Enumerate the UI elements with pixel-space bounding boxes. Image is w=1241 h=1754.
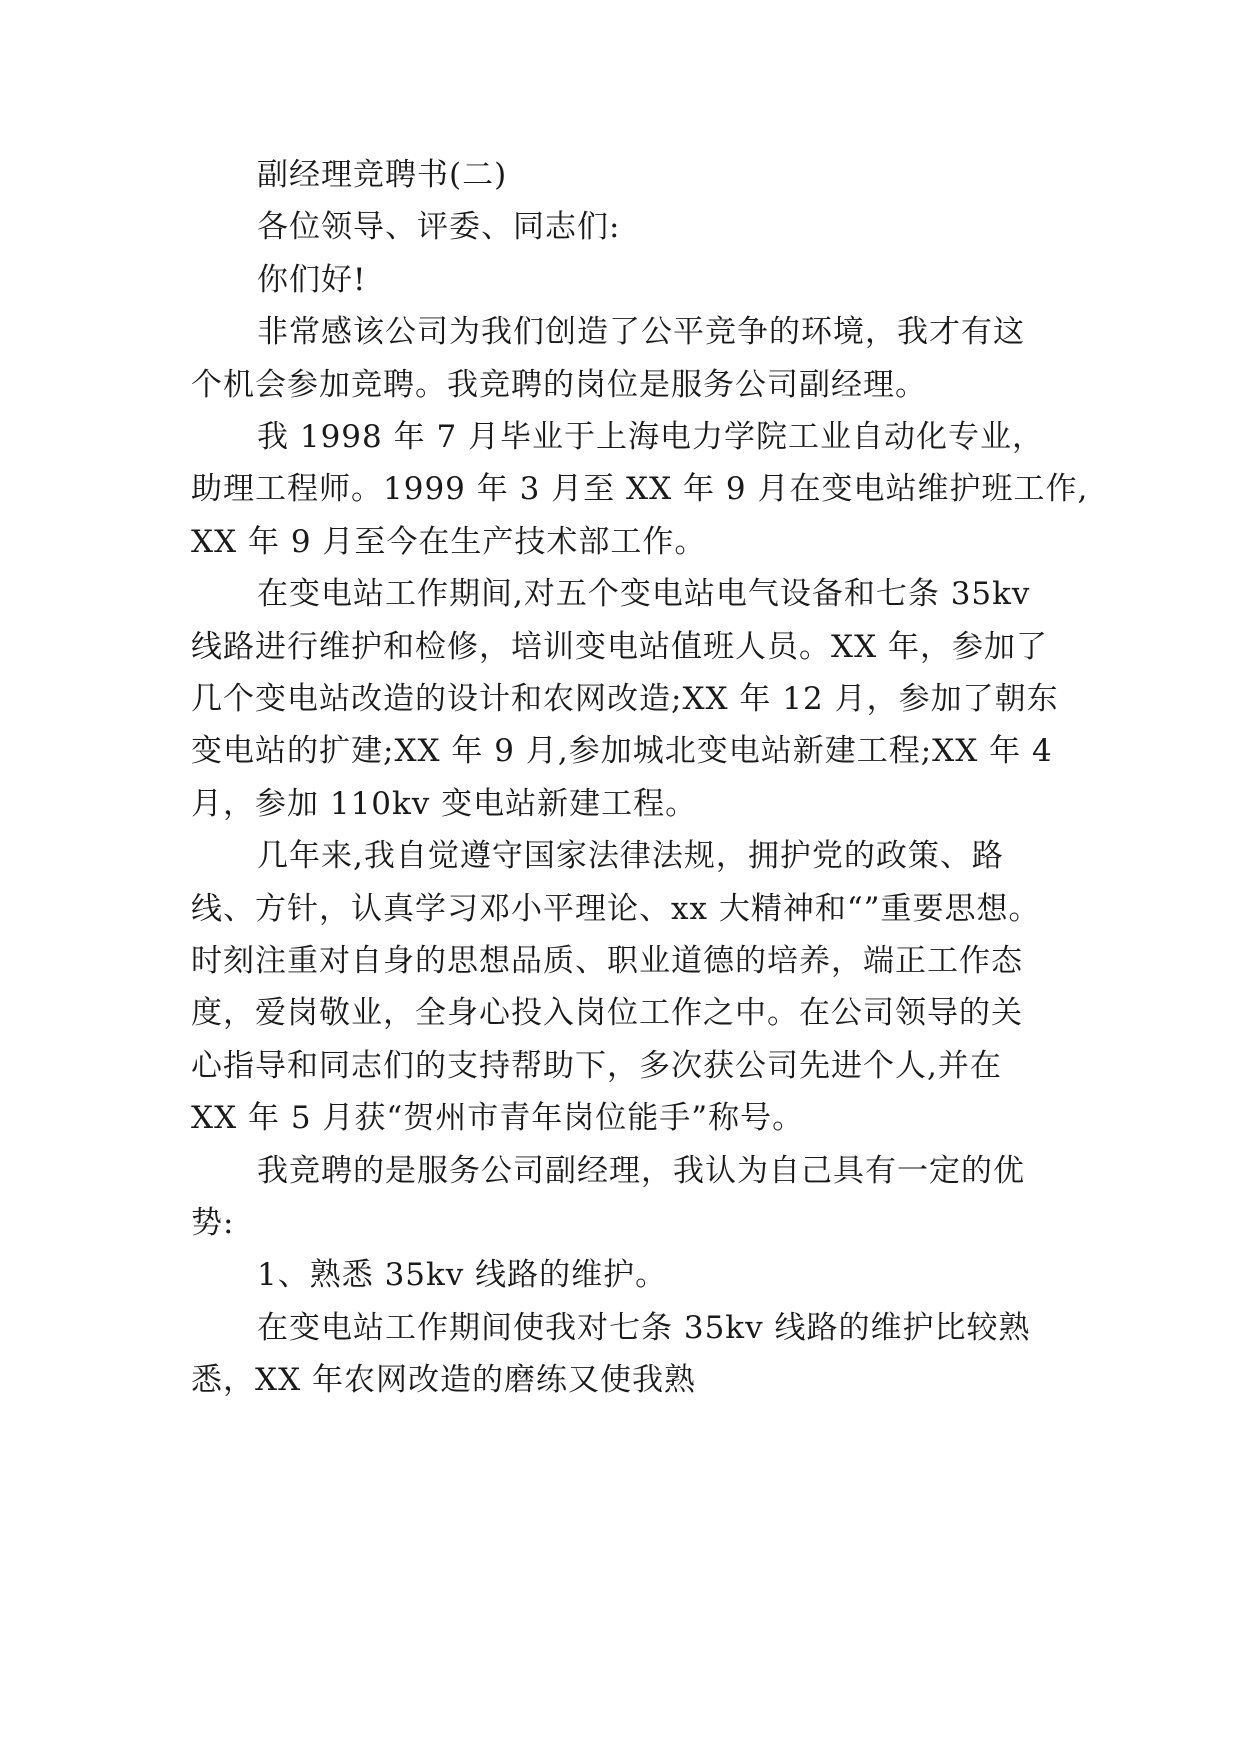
text-line: 助理工程师。1999 年 3 月至 XX 年 9 月在变电站维护班工作, bbox=[191, 471, 1089, 507]
text-line: 你们好! bbox=[257, 262, 367, 298]
text-line: 几个变电站改造的设计和农网改造;XX 年 12 月，参加了朝东 bbox=[191, 681, 1059, 717]
text-line: 1、熟悉 35kv 线路的维护。 bbox=[257, 1257, 668, 1293]
text-line: 心指导和同志们的支持帮助下，多次获公司先进个人,并在 bbox=[191, 1048, 1002, 1084]
text-line: XX 年 9 月至今在生产技术部工作。 bbox=[191, 524, 707, 560]
text-line: XX 年 5 月获“贺州市青年岗位能手”称号。 bbox=[191, 1100, 805, 1136]
text-line: 变电站的扩建;XX 年 9 月,参加城北变电站新建工程;XX 年 4 bbox=[191, 733, 1053, 769]
text-line: 势: bbox=[191, 1205, 235, 1241]
text-line: 非常感该公司为我们创造了公平竞争的环境，我才有这 bbox=[257, 314, 1025, 350]
text-line: 在变电站工作期间,对五个变电站电气设备和七条 35kv bbox=[257, 576, 1031, 612]
text-line: 各位领导、评委、同志们: bbox=[257, 209, 621, 245]
text-line: 线、方针，认真学习邓小平理论、xx 大精神和“”重要思想。 bbox=[191, 891, 1041, 927]
text-line: 月，参加 110kv 变电站新建工程。 bbox=[191, 786, 698, 822]
document-title: 副经理竞聘书(二) bbox=[257, 157, 508, 193]
text-line: 度，爱岗敬业，全身心投入岗位工作之中。在公司领导的关 bbox=[191, 995, 1023, 1031]
text-line: 悉，XX 年农网改造的磨练又使我熟 bbox=[191, 1362, 696, 1398]
text-line: 时刻注重对自身的思想品质、职业道德的培养，端正工作态 bbox=[191, 943, 1023, 979]
text-line: 在变电站工作期间使我对七条 35kv 线路的维护比较熟 bbox=[257, 1310, 1031, 1346]
text-line: 几年来,我自觉遵守国家法律法规，拥护党的政策、路 bbox=[257, 838, 1004, 874]
text-line: 我竞聘的是服务公司副经理，我认为自己具有一定的优 bbox=[257, 1153, 1025, 1189]
text-line: 我 1998 年 7 月毕业于上海电力学院工业自动化专业， bbox=[257, 419, 1045, 455]
text-line: 线路进行维护和检修，培训变电站值班人员。XX 年，参加了 bbox=[191, 629, 1048, 665]
text-line: 个机会参加竞聘。我竞聘的岗位是服务公司副经理。 bbox=[191, 367, 927, 403]
